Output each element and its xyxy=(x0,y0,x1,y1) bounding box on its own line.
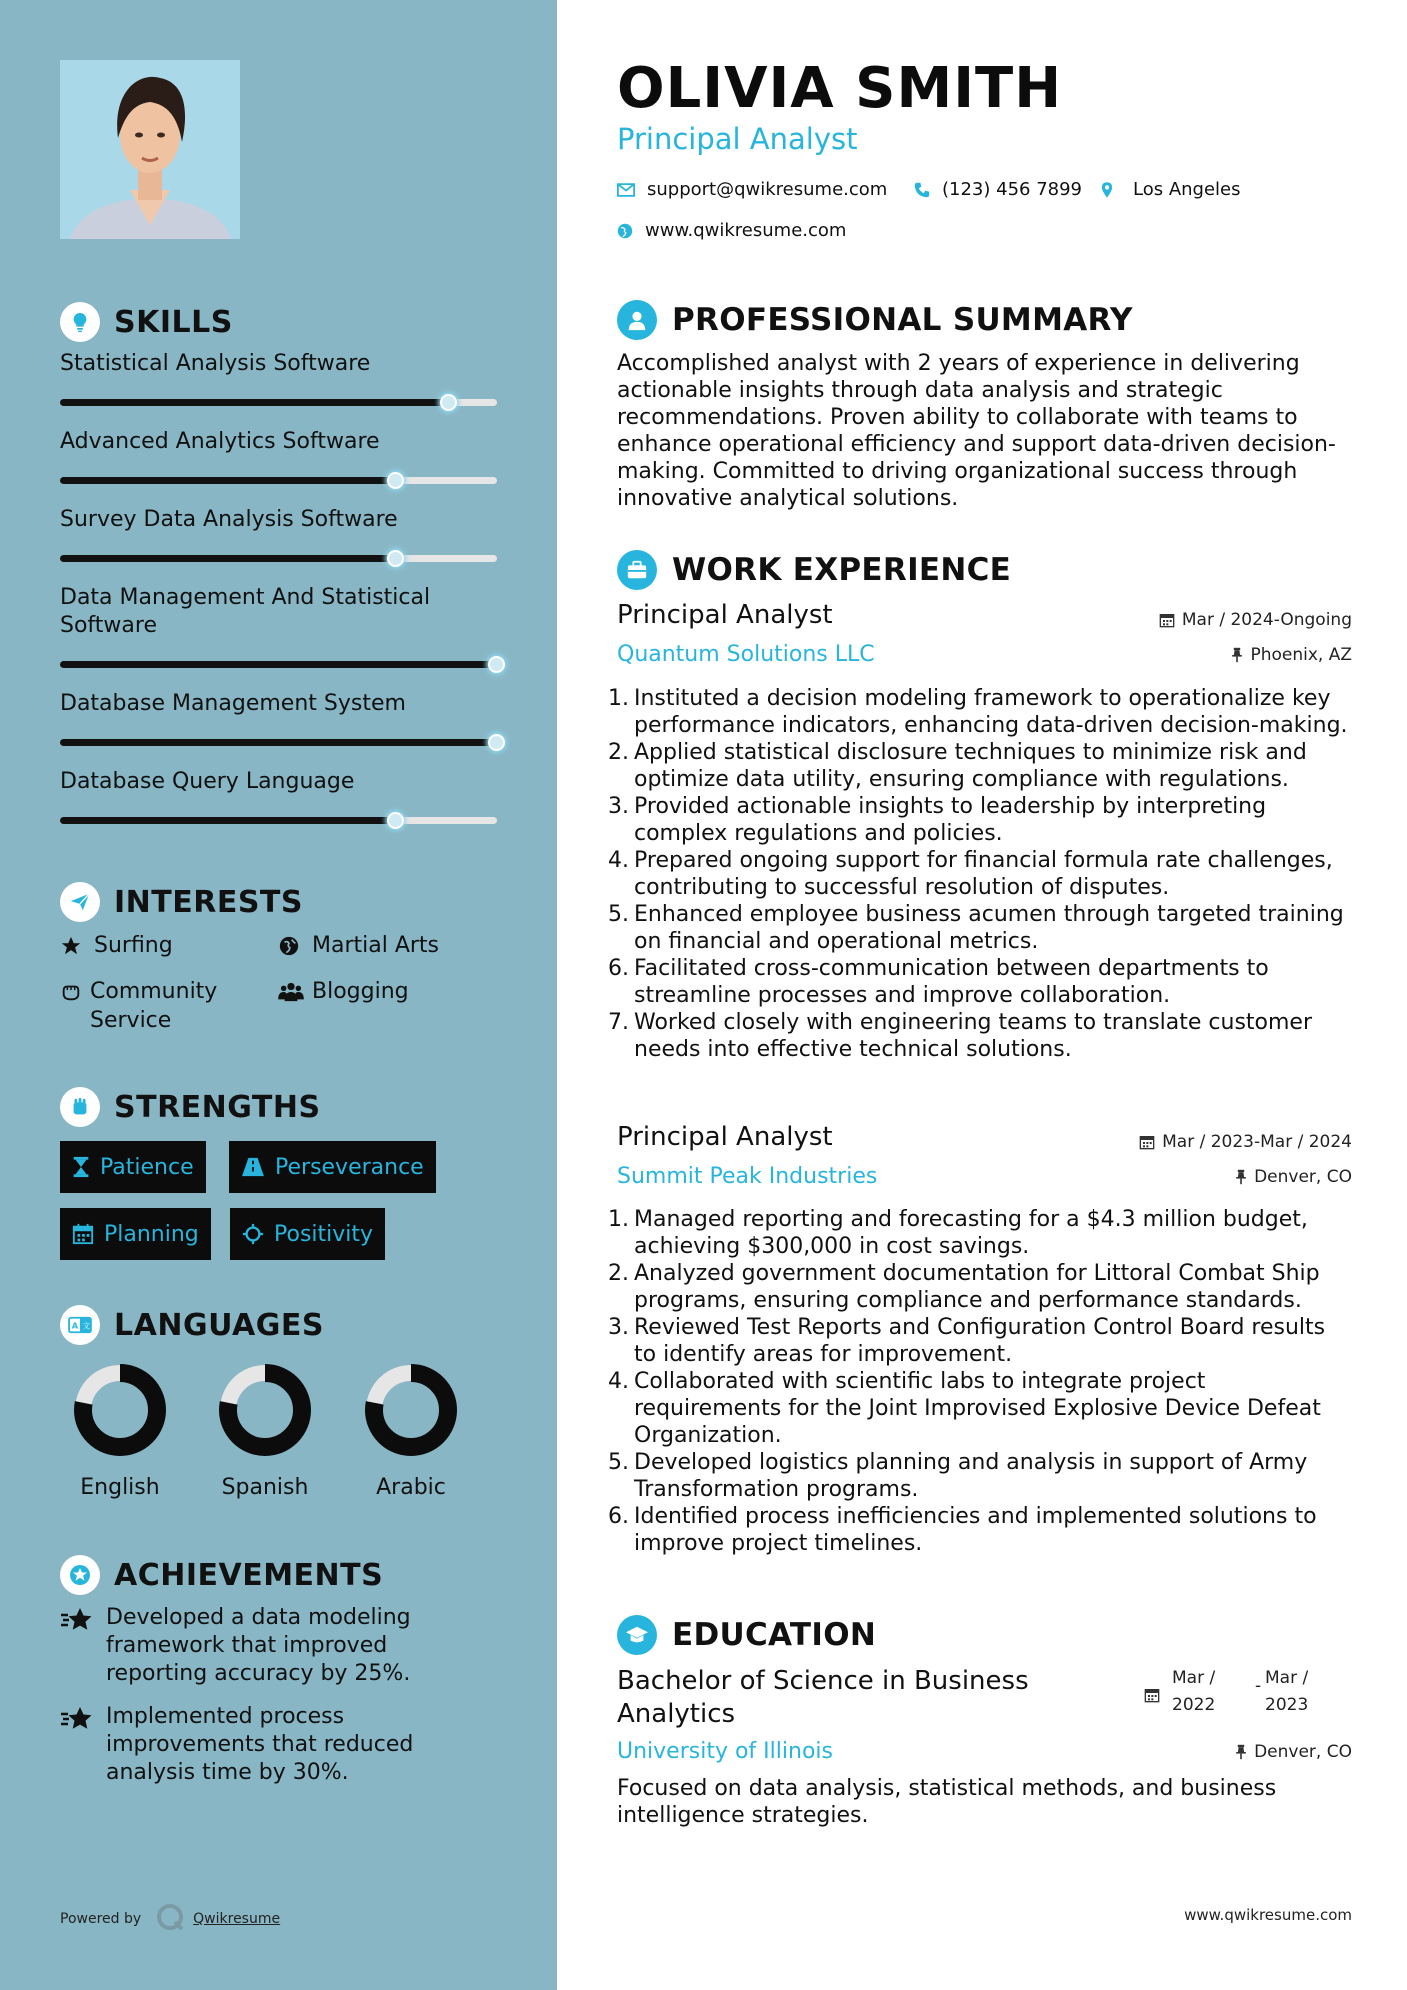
candidate-name: OLIVIA SMITH xyxy=(617,56,1063,121)
languages-heading-text: LANGUAGES xyxy=(114,1307,324,1343)
sidebar xyxy=(0,0,557,1990)
list-item: 6. Facilitated cross-communication between departments to streamline processes and improve collaboration. xyxy=(617,955,1352,1009)
skill-bar-knob xyxy=(488,734,505,751)
skill-item xyxy=(60,690,500,718)
list-item-text: Prepared ongoing support for financial formula rate challenges, contributing to successful resolution of disputes. xyxy=(634,848,1333,900)
experience-heading xyxy=(617,550,1011,590)
globe-icon xyxy=(617,223,633,239)
email-text: support@qwikresume.com xyxy=(647,179,888,200)
strength-label: Positivity xyxy=(274,1221,374,1247)
language-ring xyxy=(364,1363,458,1457)
interest-item xyxy=(278,977,409,1006)
skill-item xyxy=(60,428,500,456)
skill-bar xyxy=(60,399,497,406)
job-company: Summit Peak Industries xyxy=(617,1164,878,1189)
svg-text:文: 文 xyxy=(82,1321,90,1331)
calendar-icon xyxy=(72,1223,94,1245)
paper-plane-icon xyxy=(60,882,100,922)
interest-label: Community Service xyxy=(90,979,218,1033)
job-date xyxy=(1159,610,1352,630)
strength-label: Patience xyxy=(100,1154,194,1180)
list-item-text: Managed reporting and forecasting for a $4.3 million budget, achieving $300,000 in cost savings. xyxy=(634,1207,1308,1259)
achievement-text: Implemented process improvements that reduced analysis time by 30%. xyxy=(106,1704,414,1785)
job-responsibilities xyxy=(608,685,1352,1063)
languages-heading xyxy=(60,1305,324,1345)
map-pin-icon xyxy=(1101,181,1113,199)
pushpin-icon xyxy=(1231,647,1243,663)
list-item: 7. Worked closely with engineering teams to translate customer needs into effective technical solutions. xyxy=(617,1009,1352,1063)
education-end-date xyxy=(1265,1665,1308,1719)
job-location xyxy=(1235,1167,1352,1187)
strength-badge xyxy=(230,1208,385,1260)
summary-heading-text: PROFESSIONAL SUMMARY xyxy=(672,302,1133,338)
skill-bar-fill xyxy=(60,399,449,406)
skill-bar-fill xyxy=(60,661,497,668)
skill-bar-knob xyxy=(387,550,404,567)
pushpin-icon xyxy=(1235,1169,1247,1185)
contact-website[interactable] xyxy=(617,220,846,241)
skills-heading xyxy=(60,302,233,342)
interest-item xyxy=(60,977,260,1035)
hourglass-icon xyxy=(72,1156,90,1178)
job-location xyxy=(1231,645,1352,665)
education-start-date xyxy=(1172,1665,1215,1719)
lightbulb-icon xyxy=(60,302,100,342)
user-icon xyxy=(617,300,657,340)
qwikresume-link[interactable]: Qwikresume xyxy=(193,1911,281,1927)
envelope-icon xyxy=(617,183,635,197)
achievements-heading xyxy=(60,1555,383,1595)
job-date xyxy=(1139,1132,1352,1152)
interest-label: Martial Arts xyxy=(312,933,440,958)
job-company: Quantum Solutions LLC xyxy=(617,642,875,667)
hand-icon xyxy=(60,977,82,1006)
skills-heading-text: SKILLS xyxy=(114,304,233,340)
skill-name: Database Query Language xyxy=(60,769,355,794)
sun-icon xyxy=(242,1223,264,1245)
svg-text:A: A xyxy=(71,1320,79,1331)
job-title: Principal Analyst xyxy=(617,600,833,630)
list-item: 5. Developed logistics planning and analysis in support of Army Transformation programs. xyxy=(617,1449,1352,1503)
calendar-icon xyxy=(1139,1134,1155,1150)
star-burst-icon xyxy=(60,1604,94,1688)
candidate-title: Principal Analyst xyxy=(617,122,858,156)
list-item-text: Applied statistical disclosure techniques to minimize risk and optimize data utility, ensuring compliance with regulations. xyxy=(634,740,1307,792)
language-name: Spanish xyxy=(221,1475,309,1500)
profile-photo xyxy=(60,60,240,239)
strengths-heading xyxy=(60,1087,321,1127)
education-heading-text: EDUCATION xyxy=(672,1617,877,1653)
achievements-heading-text: ACHIEVEMENTS xyxy=(114,1557,384,1593)
list-item-text: Enhanced employee business acumen through targeted training on financial and operational metrics. xyxy=(634,902,1344,954)
experience-heading-text: WORK EXPERIENCE xyxy=(672,552,1012,588)
list-item-text: Analyzed government documentation for Littoral Combat Ship programs, ensuring compliance and performance standards. xyxy=(634,1261,1320,1313)
skill-name: Data Management And Statistical Software xyxy=(60,585,431,638)
list-item-text: Developed logistics planning and analysis in support of Army Transformation programs. xyxy=(634,1450,1308,1502)
skill-bar xyxy=(60,739,497,746)
job-responsibilities xyxy=(608,1206,1352,1557)
education-description: Focused on data analysis, statistical methods, and business intelligence strategies. xyxy=(617,1776,1277,1828)
strength-badge xyxy=(229,1141,436,1193)
website-text: www.qwikresume.com xyxy=(645,220,847,241)
language-ring xyxy=(218,1363,312,1457)
skill-item xyxy=(60,768,500,796)
calendar-icon xyxy=(1144,1685,1160,1712)
fist-icon xyxy=(60,1087,100,1127)
interest-label: Surfing xyxy=(94,933,173,958)
skill-name: Survey Data Analysis Software xyxy=(60,507,398,532)
interest-label: Blogging xyxy=(312,979,409,1004)
interest-item xyxy=(60,931,173,960)
skill-item xyxy=(60,350,500,378)
language-item xyxy=(60,1363,180,1500)
strengths-heading-text: STRENGTHS xyxy=(114,1089,321,1125)
strength-badge xyxy=(60,1208,211,1260)
list-item: 4. Prepared ongoing support for financial formula rate challenges, contributing to successful resolution of disputes. xyxy=(617,847,1352,901)
star-icon xyxy=(60,931,86,960)
list-item: 5. Enhanced employee business acumen through targeted training on financial and operational metrics. xyxy=(617,901,1352,955)
job-date-text: Mar / 2024-Ongoing xyxy=(1181,610,1352,630)
summary-text: Accomplished analyst with 2 years of experience in delivering actionable insights through data analysis and strategic recommendations. Proven ability to collaborate with teams to enhance operational efficiency and support data-driven decision-making. Committed to driving organizational success through innovative analytical solutions. xyxy=(617,351,1336,511)
contact-location xyxy=(1101,179,1241,200)
skill-name: Statistical Analysis Software xyxy=(60,351,371,376)
skill-bar xyxy=(60,817,497,824)
skill-bar xyxy=(60,661,497,668)
graduation-cap-icon xyxy=(617,1615,657,1655)
powered-by xyxy=(60,1902,280,1936)
skill-name: Advanced Analytics Software xyxy=(60,429,380,454)
phone-icon xyxy=(914,182,930,198)
contact-email[interactable] xyxy=(617,179,887,200)
interests-heading-text: INTERESTS xyxy=(114,884,303,920)
job-date-text: Mar / 2023-Mar / 2024 xyxy=(1162,1132,1352,1152)
footer-website[interactable]: www.qwikresume.com xyxy=(1184,1906,1352,1924)
skill-bar xyxy=(60,555,497,562)
skill-bar-knob xyxy=(387,812,404,829)
education-start-month: Mar / xyxy=(1172,1668,1216,1688)
job-title: Principal Analyst xyxy=(617,1122,833,1152)
summary-heading xyxy=(617,300,1133,340)
badge-star-icon xyxy=(60,1555,100,1595)
list-item: 1. Managed reporting and forecasting for a $4.3 million budget, achieving $300,000 in cost savings. xyxy=(617,1206,1352,1260)
list-item: 3. Provided actionable insights to leadership by interpreting complex regulations and policies. xyxy=(617,793,1352,847)
achievement-item xyxy=(60,1604,480,1688)
degree-title: Bachelor of Science in Business Analytics xyxy=(617,1666,1029,1729)
language-name: English xyxy=(80,1475,160,1500)
job-location-text: Phoenix, AZ xyxy=(1250,645,1352,665)
education-location-text: Denver, CO xyxy=(1254,1742,1352,1762)
contact-phone[interactable] xyxy=(914,179,1082,200)
language-ring xyxy=(73,1363,167,1457)
list-item-text: Collaborated with scientific labs to integrate project requirements for the Joint Improvised Explosive Device Defeat Organization. xyxy=(634,1369,1321,1448)
skill-bar-knob xyxy=(387,472,404,489)
job-location-text: Denver, CO xyxy=(1254,1167,1352,1187)
list-item: 2. Analyzed government documentation for Littoral Combat Ship programs, ensuring compliance and performance standards. xyxy=(617,1260,1352,1314)
achievement-text: Developed a data modeling framework that improved reporting accuracy by 25%. xyxy=(106,1605,411,1686)
list-item-text: Reviewed Test Reports and Configuration Control Board results to identify areas for improvement. xyxy=(634,1315,1326,1367)
language-item xyxy=(351,1363,471,1500)
powered-by-label: Powered by xyxy=(60,1911,142,1927)
education-start-year: 2022 xyxy=(1172,1695,1216,1715)
interest-item xyxy=(278,931,439,960)
education-heading xyxy=(617,1615,876,1655)
list-item-text: Instituted a decision modeling framework to operationalize key performance indicators, enhancing data-driven decision-making. xyxy=(634,686,1348,738)
phone-text: (123) 456 7899 xyxy=(942,179,1083,200)
list-item-text: Facilitated cross-communication between departments to streamline processes and improve collaboration. xyxy=(634,956,1269,1008)
interests-heading xyxy=(60,882,303,922)
education-end-year: 2023 xyxy=(1265,1695,1309,1715)
users-icon xyxy=(278,977,304,1006)
skill-bar-fill xyxy=(60,817,396,824)
skill-bar-knob xyxy=(440,394,457,411)
list-item: 2. Applied statistical disclosure techniques to minimize risk and optimize data utility, ensuring compliance with regulations. xyxy=(617,739,1352,793)
strength-label: Perseverance xyxy=(275,1154,424,1180)
globe-icon xyxy=(278,931,304,960)
achievement-item xyxy=(60,1703,480,1787)
skill-bar-fill xyxy=(60,555,396,562)
skill-bar xyxy=(60,477,497,484)
language-item xyxy=(205,1363,325,1500)
list-item-text: Provided actionable insights to leadership by interpreting complex regulations and policies. xyxy=(634,794,1267,846)
star-burst-icon xyxy=(60,1703,94,1787)
list-item-text: Identified process inefficiencies and implemented solutions to improve project timelines. xyxy=(634,1504,1317,1556)
education-end-month: Mar / xyxy=(1265,1668,1309,1688)
list-item: 3. Reviewed Test Reports and Configuration Control Board results to identify areas for improvement. xyxy=(617,1314,1352,1368)
skill-bar-knob xyxy=(488,656,505,673)
calendar-icon xyxy=(1159,612,1175,628)
list-item: 4. Collaborated with scientific labs to integrate project requirements for the Joint Improvised Explosive Device Defeat Organization. xyxy=(617,1368,1352,1449)
briefcase-icon xyxy=(617,550,657,590)
strength-label: Planning xyxy=(104,1221,199,1247)
pushpin-icon xyxy=(1235,1744,1247,1760)
list-item-text: Worked closely with engineering teams to translate customer needs into effective technical solutions. xyxy=(634,1010,1313,1062)
language-name: Arabic xyxy=(376,1475,446,1500)
list-item: 1. Instituted a decision modeling framework to operationalize key performance indicators, enhancing data-driven decision-making. xyxy=(617,685,1352,739)
strength-badge xyxy=(60,1141,206,1193)
qwikresume-logo-icon xyxy=(155,1902,185,1936)
location-text: Los Angeles xyxy=(1133,179,1241,200)
skill-bar-fill xyxy=(60,739,497,746)
school-name: University of Illinois xyxy=(617,1739,833,1764)
education-location xyxy=(1235,1742,1352,1762)
skill-bar-fill xyxy=(60,477,396,484)
skill-item xyxy=(60,506,500,534)
skill-name: Database Management System xyxy=(60,691,406,716)
road-icon xyxy=(241,1157,265,1177)
list-item: 6. Identified process inefficiencies and implemented solutions to improve project timelines. xyxy=(617,1503,1352,1557)
language-icon xyxy=(60,1305,100,1345)
skill-item xyxy=(60,584,460,640)
date-separator: - xyxy=(1255,1676,1262,1696)
